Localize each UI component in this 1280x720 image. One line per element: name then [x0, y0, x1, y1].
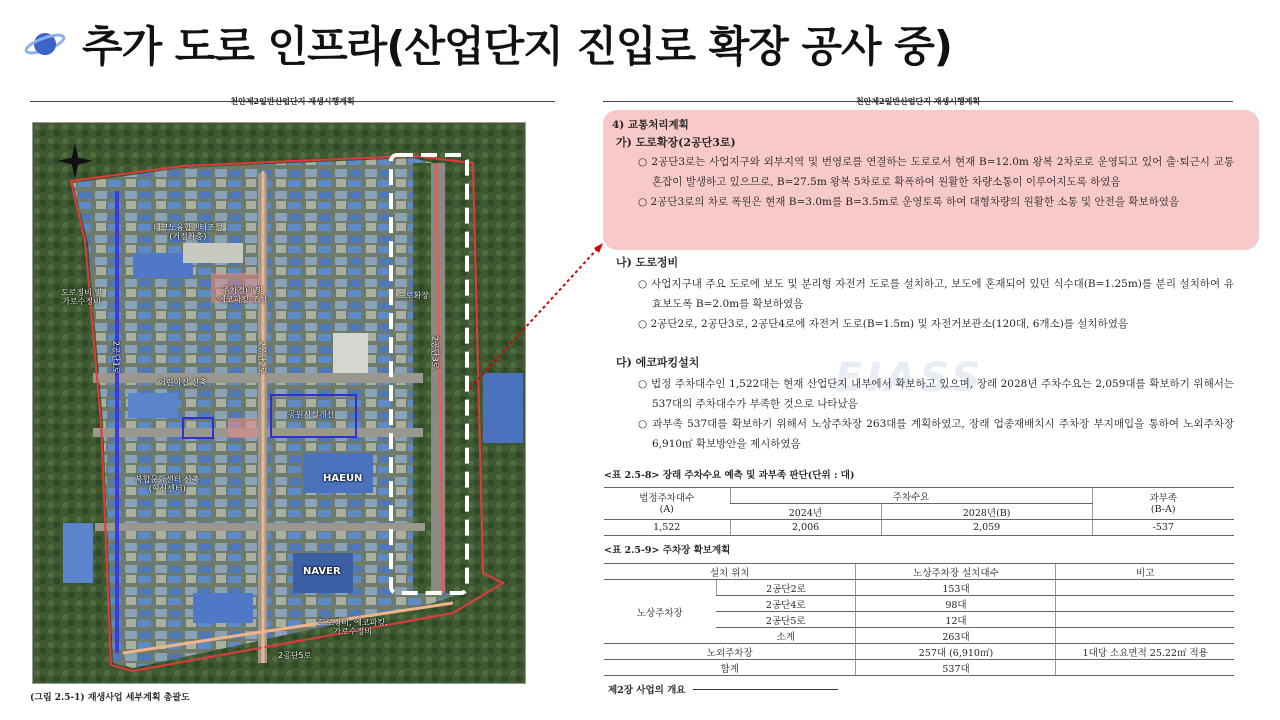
section-na-title: 나) 도로정비: [616, 256, 679, 269]
t1-header-demand: 주차수요: [730, 488, 1092, 504]
t1-header-2028: 2028년(B): [881, 504, 1092, 520]
t2-cell-total-count: 537대: [856, 660, 1056, 676]
map-label-road-left: 도로정비 및 가로수정비: [61, 288, 103, 307]
page-title: 추가 도로 인프라(산업단지 진입로 확장 공사 중): [82, 22, 952, 71]
map-label-road-right: 도로확장: [398, 291, 429, 300]
map-label-vertical-mid: 2공단2로: [257, 340, 267, 375]
t1-cell-legal: 1,522: [604, 520, 730, 536]
site-plan-map: [32, 122, 526, 684]
section-traffic-plan: [612, 116, 1234, 212]
title-bar: [22, 14, 952, 74]
t1-cell-2024: 2,006: [730, 520, 881, 536]
section-road-maintenance: [612, 252, 1234, 334]
planet-icon: [22, 24, 68, 64]
map-label-complex-center: 복합문화센터 신축 (혁신센터): [135, 475, 200, 494]
left-doc-header: [30, 90, 555, 106]
section-da-title: 다) 에코파킹설치: [616, 356, 700, 369]
map-label-vertical-right: 2공단3로: [430, 335, 440, 370]
t2-row-loc: 2공단5로: [716, 612, 856, 628]
t2-row-loc: 2공단4로: [716, 596, 856, 612]
t1-header-2024: 2024년: [730, 504, 881, 520]
map-label-park: 공원시설개선: [288, 410, 335, 419]
t2-row-note: [1056, 580, 1234, 596]
t2-cell-total-note: [1056, 660, 1234, 676]
map-caption: (그림 2.5-1) 재생사업 세부계획 총괄도: [30, 693, 190, 703]
map-label-road-bottom: 2공단5로: [278, 651, 312, 660]
table-1-caption: <표 2.5-8> 장래 주차수요 예측 및 과부족 판단(단위 : 대): [604, 470, 855, 481]
t2-row-loc: 소계: [716, 628, 856, 644]
watermark-text: EIASS: [835, 355, 985, 401]
map-label-vertical-left: 2공단1로: [111, 340, 121, 375]
map-label-building-naver: NAVER: [303, 566, 341, 577]
t2-cell-offstreet-note: 1대당 소요면적 25.22㎡ 적용: [1056, 644, 1234, 660]
left-doc-header-text: 천안제2일반산업단지 재생시행계획: [230, 96, 355, 106]
t2-row-count: 98대: [856, 596, 1056, 612]
section-da-bullet-2: ○ 과부족 537대를 확보하기 위해서 노상주차장 263대를 계획하였고, 장래 업종재배치시 주차장 부지매입을 통하여 노외주차장 6,910㎡ 확보방안을 제시하였음: [638, 418, 1234, 450]
t2-row-note: [1056, 628, 1234, 644]
t2-row-note: [1056, 612, 1234, 628]
t1-cell-2028: 2,059: [881, 520, 1092, 536]
map-label-tech-center: 테크노융합센터조성 (거점확충): [153, 223, 223, 242]
map-label-road-bottom-right: 도로정비, 에코파킹, 가로수정비: [318, 618, 388, 637]
section-ga-title: 가) 도로확장(2공단3로): [616, 136, 736, 149]
chapter-label: 제2장 사업의 개요: [608, 685, 686, 696]
section-ga-bullet-1: ○ 2공단3로는 사업지구와 외부지역 및 번영로를 연결하는 도로로서 현재 B=12.0m 왕복 2차로로 운영되고 있어 출·퇴근시 교통혼잡이 발생하고 있으므로, B=27.5m 왕복 5차로로 확폭하여 원활한 차량소통이 이루어지도록 하였음: [638, 156, 1234, 188]
parking-demand-table: [604, 487, 1234, 536]
parking-supply-table: [604, 563, 1234, 676]
t2-header-location: 설치 위치: [604, 564, 856, 580]
t2-header-note: 비고: [1056, 564, 1234, 580]
t2-cell-total: 합계: [604, 660, 856, 676]
right-doc-header: [603, 90, 1233, 106]
section-eco-parking: [612, 352, 1234, 454]
t2-row-note: [1056, 596, 1234, 612]
chapter-footer: [608, 682, 838, 696]
t1-header-legal: 법정주차대수 (A): [604, 488, 730, 520]
map-label-building-haeun: HAEUN: [323, 473, 363, 484]
t2-row-count: 153대: [856, 580, 1056, 596]
t2-cell-offstreet: 노외주차장: [604, 644, 856, 660]
right-doc-header-text: 천안제2일반산업단지 재생시행계획: [855, 96, 981, 106]
map-label-parking-center: 주차정비 및 에코파킹 조성: [218, 286, 267, 305]
section-ga-bullet-2: ○ 2공단3로의 차로 폭원은 현재 B=3.0m를 B=3.5m로 운영토록 하여 대형차량의 원활한 소통 및 안전을 확보하였음: [638, 196, 1180, 208]
section-na-bullet-1: ○ 사업지구내 주요 도로에 보도 및 분리형 자전거 도로를 설치하고, 보도에 혼재되어 있던 식수대(B=1.25m)를 분리 설치하여 유효보도폭 B=2.0m를 확보하였음: [638, 278, 1234, 310]
map-graphic: [33, 123, 526, 684]
t1-cell-short: -537: [1092, 520, 1234, 536]
chapter-divider: [693, 689, 838, 690]
table-2-caption: <표 2.5-9> 주차장 확보계획: [604, 545, 731, 556]
t1-header-short: 과부족 (B-A): [1092, 488, 1234, 520]
t2-row-count: 12대: [856, 612, 1056, 628]
section-4-title: 4) 교통처리계획: [612, 119, 689, 131]
t2-cell-onstreet: 노상주차장: [604, 580, 716, 644]
t2-cell-offstreet-count: 257대 (6,910㎡): [856, 644, 1056, 660]
t2-row-loc: 2공단2로: [716, 580, 856, 596]
section-da-bullet-1: ○ 법정 주차대수인 1,522대는 현재 산업단지 내부에서 확보하고 있으며, 장래 2028년 주차수요는 2,059대를 확보하기 위해서는 537대의 주차대수가 부족한 것으로 나타났음: [638, 378, 1234, 410]
section-na-bullet-2: ○ 2공단2로, 2공단3로, 2공단4로에 자전거 도로(B=1.5m) 및 자전거보관소(120대, 6개소)를 설치하였음: [638, 318, 1129, 330]
t2-header-count: 노상주차장 설치대수: [856, 564, 1056, 580]
map-label-nursery: 어린이집 신축: [158, 378, 207, 387]
t2-row-count: 263대: [856, 628, 1056, 644]
